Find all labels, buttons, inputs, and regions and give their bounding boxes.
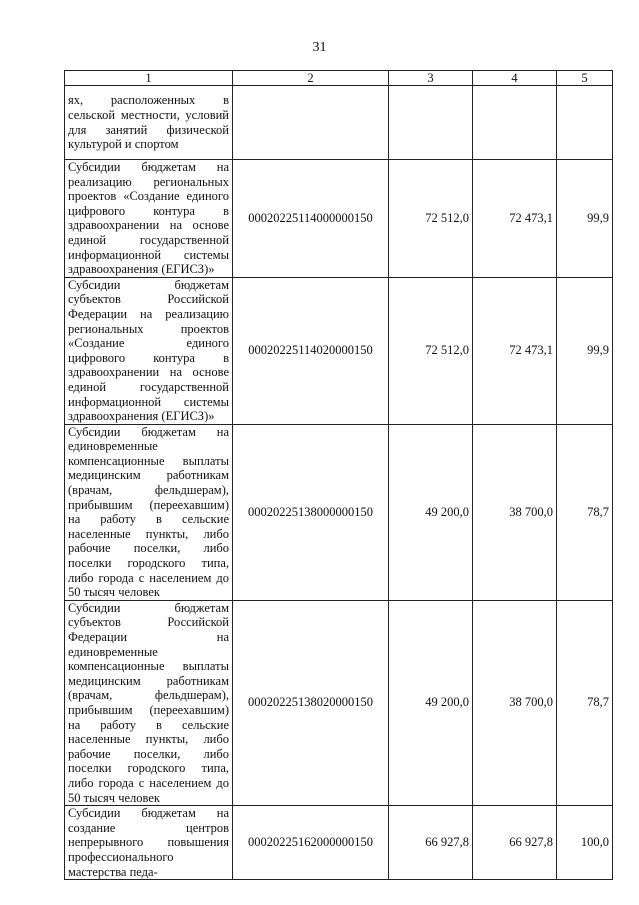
row-code: 00020225114020000150 bbox=[233, 277, 389, 424]
table-row bbox=[65, 424, 613, 600]
col-header-1: 1 bbox=[65, 71, 233, 86]
row-actual: 72 473,1 bbox=[473, 277, 557, 424]
row-percent: 100,0 bbox=[557, 806, 613, 880]
row-actual: 66 927,8 bbox=[473, 806, 557, 880]
row-actual: 38 700,0 bbox=[473, 600, 557, 805]
col-header-2: 2 bbox=[233, 71, 389, 86]
table-row bbox=[65, 160, 613, 278]
row-actual bbox=[473, 86, 557, 160]
row-code bbox=[233, 86, 389, 160]
table-row bbox=[65, 277, 613, 424]
col-header-3: 3 bbox=[389, 71, 473, 86]
col-header-4: 4 bbox=[473, 71, 557, 86]
row-actual: 38 700,0 bbox=[473, 424, 557, 600]
row-code: 00020225138020000150 bbox=[233, 600, 389, 805]
table-row bbox=[65, 86, 613, 160]
row-percent: 99,9 bbox=[557, 277, 613, 424]
row-description: Субсидии бюджетам субъектов Российской Федерации на единовременные компенсационные выплаты медицинским работникам (врачам, фельдшерам), прибывшим (переехавшим) на работу в сельские населенные пункты, либо рабочие поселки, либо поселки городского типа, либо города с населением до 50 тысяч человек bbox=[65, 600, 233, 805]
row-code: 00020225138000000150 bbox=[233, 424, 389, 600]
table-header-row bbox=[65, 71, 613, 86]
row-code: 00020225114000000150 bbox=[233, 160, 389, 278]
col-header-5: 5 bbox=[557, 71, 613, 86]
row-planned: 49 200,0 bbox=[389, 600, 473, 805]
table-row bbox=[65, 600, 613, 805]
row-description: Субсидии бюджетам на единовременные компенсационные выплаты медицинским работникам (врачам, фельдшерам), прибывшим (переехавшим) на работу в сельские населенные пункты, либо рабочие поселки, либо поселки городского типа, либо города с населением до 50 тысяч человек bbox=[65, 424, 233, 600]
row-code: 00020225162000000150 bbox=[233, 806, 389, 880]
row-planned: 72 512,0 bbox=[389, 160, 473, 278]
row-planned: 72 512,0 bbox=[389, 277, 473, 424]
row-percent: 78,7 bbox=[557, 600, 613, 805]
row-description: Субсидии бюджетам субъектов Российской Федерации на реализацию региональных проектов «Создание единого цифрового контура в здравоохранении на основе единой государственной информационной системы здравоохранения (ЕГИСЗ)» bbox=[65, 277, 233, 424]
row-description: Субсидии бюджетам на реализацию региональных проектов «Создание единого цифрового контура в здравоохранении на основе единой государственной информационной системы здравоохранения (ЕГИСЗ)» bbox=[65, 160, 233, 278]
page-number: 31 bbox=[312, 40, 327, 55]
row-planned: 49 200,0 bbox=[389, 424, 473, 600]
row-percent bbox=[557, 86, 613, 160]
table-row bbox=[65, 806, 613, 880]
row-percent: 99,9 bbox=[557, 160, 613, 278]
row-percent: 78,7 bbox=[557, 424, 613, 600]
row-planned: 66 927,8 bbox=[389, 806, 473, 880]
row-planned bbox=[389, 86, 473, 160]
row-description: ях, расположенных в сельской местности, условий для занятий физической культурой и спортом bbox=[65, 86, 233, 160]
budget-table bbox=[64, 70, 613, 880]
row-actual: 72 473,1 bbox=[473, 160, 557, 278]
row-description: Субсидии бюджетам на создание центров непрерывного повышения профессионального мастерства педа- bbox=[65, 806, 233, 880]
